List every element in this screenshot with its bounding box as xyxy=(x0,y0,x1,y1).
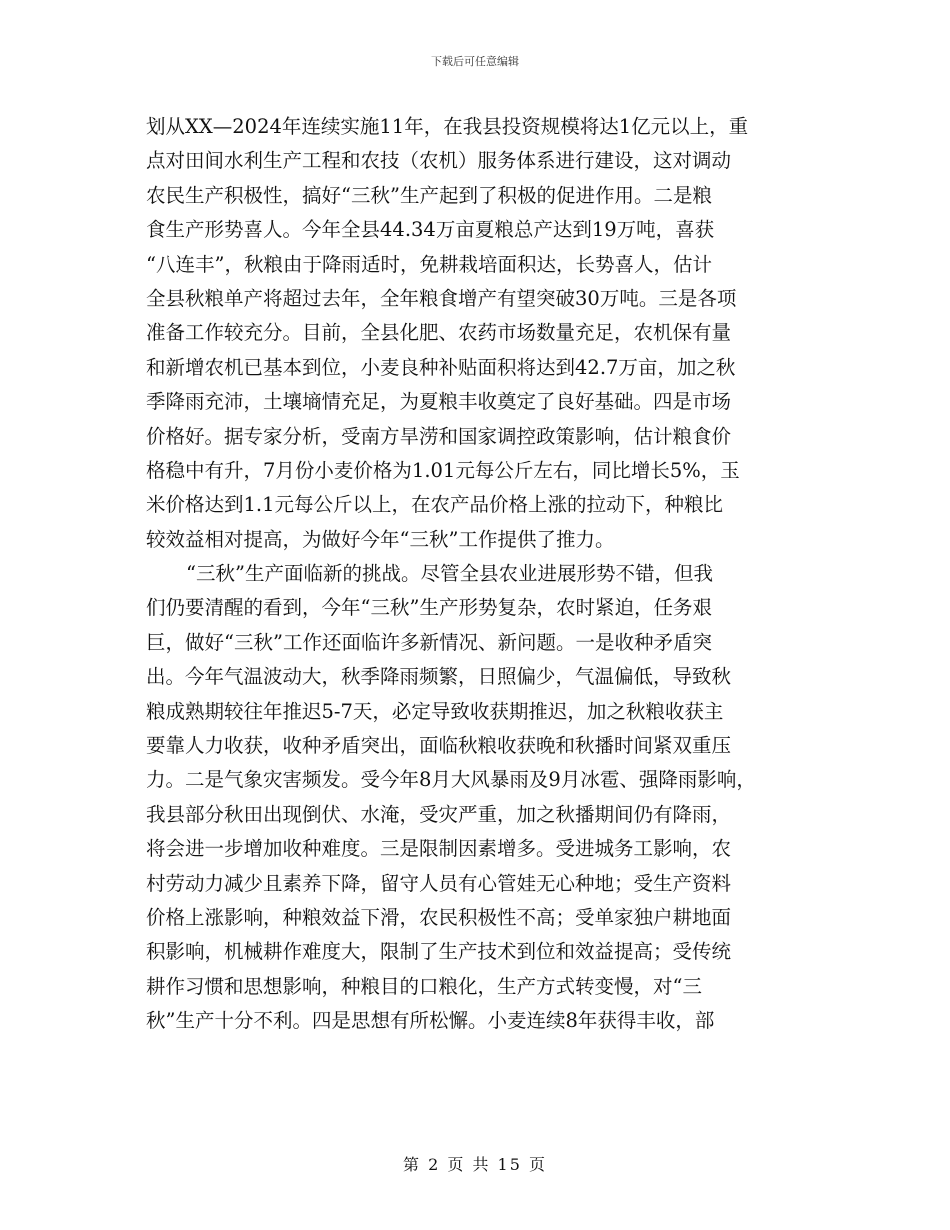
page-header-note: 下载后可任意编辑 xyxy=(431,55,519,68)
text-line: 力。二是气象灾害频发。受今年8月大风暴雨及9月冰雹、强降雨影响， xyxy=(146,768,756,792)
text-line: 季降雨充沛，土壤墒情充足，为夏粮丰收奠定了良好基础。四是市场 xyxy=(146,390,732,414)
text-line: “八连丰”，秋粮由于降雨适时，免耕栽培面积达，长势喜人，估计 xyxy=(146,252,712,276)
page-number: 第 2 页 共 15 页 xyxy=(403,1155,547,1174)
text-line: 们仍要清醒的看到，今年“三秋”生产形势复杂，农时紧迫，任务艰 xyxy=(146,596,712,620)
text-line: 米价格达到1.1元每公斤以上，在农产品价格上涨的拉动下，种粮比 xyxy=(146,493,724,517)
text-line: 较效益相对提高，为做好今年“三秋”工作提供了推力。 xyxy=(146,527,615,551)
text-line: 格稳中有升，7月份小麦价格为1.01元每公斤左右，同比增长5%，玉 xyxy=(146,458,740,482)
text-line: 划从XX—2024年连续实施11年，在我县投资规模将达1亿元以上，重 xyxy=(146,115,749,138)
text-line: 点对田间水利生产工程和农技（农机）服务体系进行建设，这对调动 xyxy=(146,149,732,173)
text-line: 粮成熟期较往年推迟5-7天，必定导致收获期推迟，加之秋粮收获主 xyxy=(146,699,724,723)
text-line: 巨，做好“三秋”工作还面临许多新情况、新问题。一是收种矛盾突 xyxy=(146,630,712,654)
text-line: 要靠人力收获，收种矛盾突出，面临秋粮收获晚和秋播时间紧双重压 xyxy=(146,734,732,758)
text-line: 出。今年气温波动大，秋季降雨频繁，日照偏少，气温偏低，导致秋 xyxy=(146,665,732,689)
text-line: 将会进一步增加收种难度。三是限制因素增多。受进城务工影响，农 xyxy=(146,837,732,861)
text-line: 农民生产积极性，搞好“三秋”生产起到了积极的促进作用。二是粮 xyxy=(146,183,712,207)
text-line: 和新增农机已基本到位，小麦良种补贴面积将达到42.7万亩，加之秋 xyxy=(146,355,736,379)
text-line: 秋”生产十分不利。四是思想有所松懈。小麦连续8年获得丰收，部 xyxy=(146,1009,715,1033)
text-line: 全县秋粮单产将超过去年，全年粮食增产有望突破30万吨。三是各项 xyxy=(146,286,737,310)
text-line: 耕作习惯和思想影响，种粮目的口粮化，生产方式转变慢，对“三 xyxy=(146,974,702,998)
text-line: 积影响，机械耕作难度大，限制了生产技术到位和效益提高；受传统 xyxy=(146,940,732,964)
paragraph-first-line: “三秋”生产面临新的挑战。尽管全县农业进展形势不错，但我 xyxy=(186,562,713,586)
text-line: 价格上涨影响，种粮效益下滑，农民积极性不高；受单家独户耕地面 xyxy=(146,905,732,929)
text-line: 食生产形势喜人。今年全县44.34万亩夏粮总产达到19万吨，喜获 xyxy=(146,218,715,242)
text-line: 村劳动力减少且素养下降，留守人员有心管娃无心种地；受生产资料 xyxy=(146,871,732,895)
document-body xyxy=(146,110,806,1039)
text-line: 准备工作较充分。目前，全县化肥、农药市场数量充足，农机保有量 xyxy=(146,321,732,345)
text-line: 我县部分秋田出现倒伏、水淹，受灾严重，加之秋播期间仍有降雨， xyxy=(146,802,732,826)
text-line: 价格好。据专家分析，受南方旱涝和国家调控政策影响，估计粮食价 xyxy=(146,424,732,448)
